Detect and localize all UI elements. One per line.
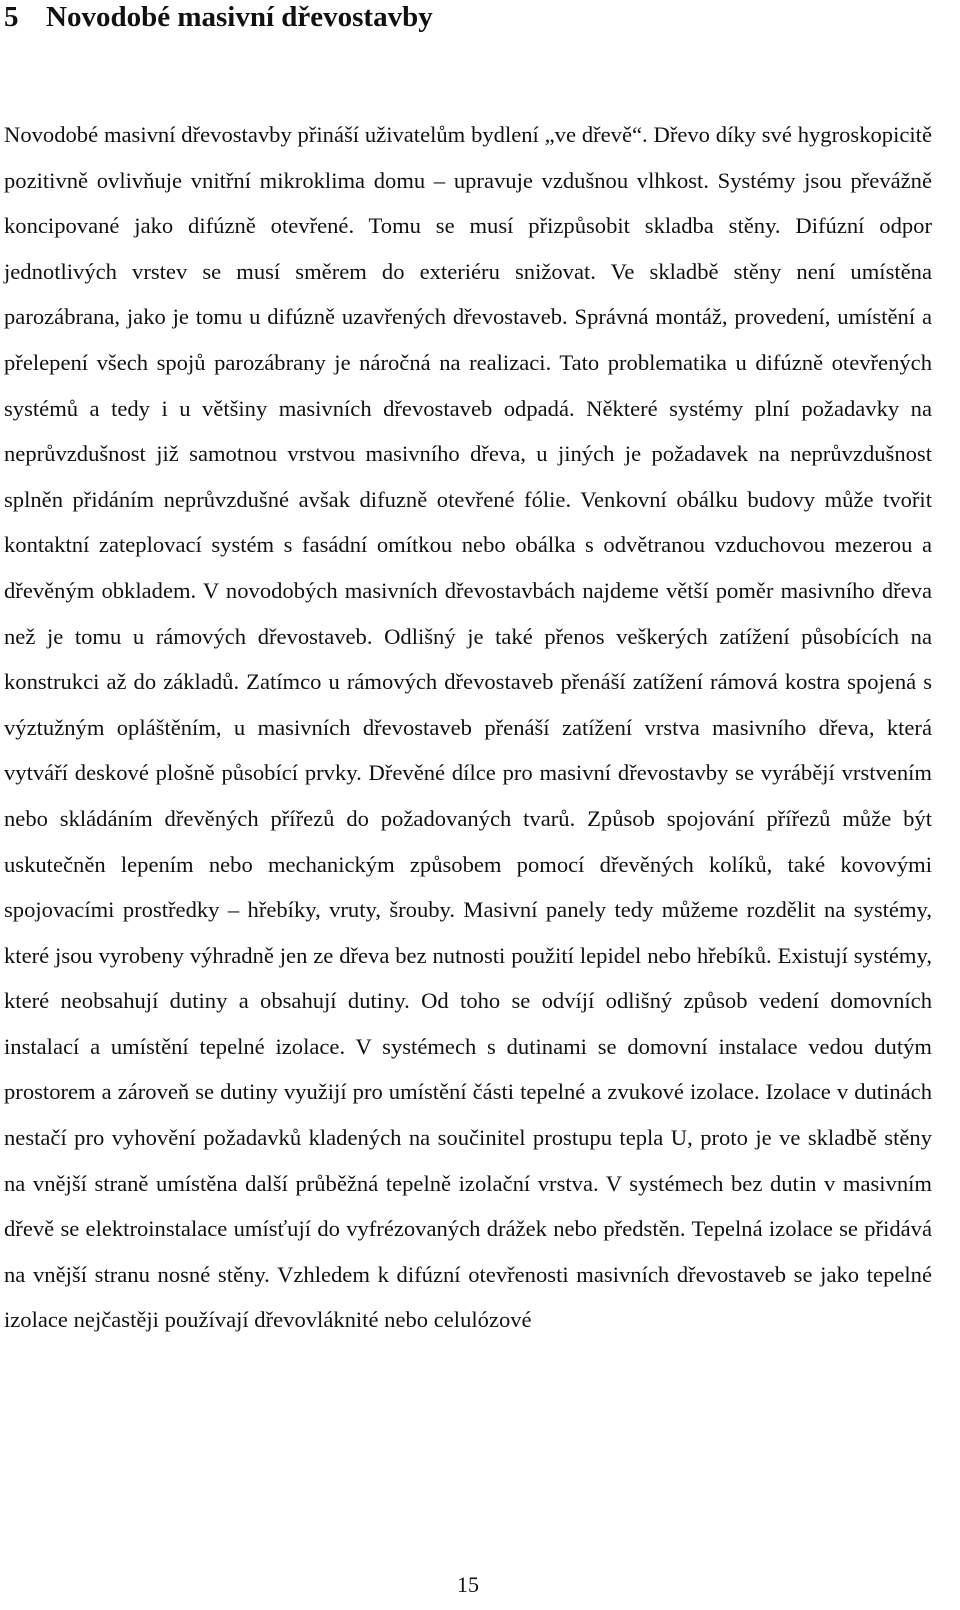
section-title: Novodobé masivní dřevostavby [46, 1, 433, 33]
section-number: 5 [4, 1, 19, 33]
body-paragraph: Novodobé masivní dřevostavby přináší uživatelům bydlení „ve dřevě“. Dřevo díky své hygroskopicitě pozitivně ovlivňuje vnitřní mikroklima domu – upravuje vzdušnou vlhkost. Systémy jsou převážně koncipované jako difúzně otevřené. Tomu se musí přizpůsobit skladba stěny. Difúzní odpor jednotlivých vrstev se musí směrem do exteriéru snižovat. Ve skladbě stěny není umístěna parozábrana, jako je tomu u difúzně uzavřených dřevostaveb. Správná montáž, provedení, umístění a přelepení všech spojů parozábrany je náročná na realizaci. Tato problematika u difúzně otevřených systémů a tedy i u většiny masivních dřevostaveb odpadá. Některé systémy plní požadavky na neprůvzdušnost již samotnou vrstvou masivního dřeva, u jiných je požadavek na neprůvzdušnost splněn přidáním neprůvzdušné avšak difuzně otevřené fólie. Venkovní obálku budovy může tvořit kontaktní zateplovací systém s fasádní omítkou nebo obálka s odvětranou vzduchovou mezerou a dřevěným obkladem. V novodobých masivních dřevostavbách najdeme větší poměr masivního dřeva než je tomu u rámových dřevostaveb. Odlišný je také přenos veškerých zatížení působících na konstrukci až do základů. Zatímco u rámových dřevostaveb přenáší zatížení rámová kostra spojená s výztužným opláštěním, u masivních dřevostaveb přenáší zatížení vrstva masivního dřeva, která vytváří deskové plošně působící prvky. Dřevěné dílce pro masivní dřevostavby se vyrábějí vrstvením nebo skládáním dřevěných přířezů do požadovaných tvarů. Způsob spojování přířezů může být uskutečněn lepením nebo mechanickým způsobem pomocí dřevěných kolíků, také kovovými spojovacími prostředky – hřebíky, vruty, šrouby. Masivní panely tedy můžeme rozdělit na systémy, které jsou vyrobeny výhradně jen ze dřeva bez nutnosti použití lepidel nebo hřebíků. Existují systémy, které neobsahují dutiny a obsahují dutiny. Od toho se odvíjí odlišný způsob vedení domovních instalací a umístění tepelné izolace. V systémech s dutinami se domovní instalace vedou dutým prostorem a zároveň se dutiny využijí pro umístění části tepelné a zvukové izolace. Izolace v dutinách nestačí pro vyhovění požadavků kladených na součinitel prostupu tepla U, proto je ve skladbě stěny na vnější straně umístěna další průběžná tepelně izolační vrstva. V systémech bez dutin v masivním dřevě se elektroinstalace umísťují do vyfrézovaných drážek nebo předstěn. Tepelná izolace se přidává na vnější stranu nosné stěny. Vzhledem k difúzní otevřenosti masivních dřevostaveb se jako tepelné izolace nejčastěji používají dřevovláknité nebo celulózové [4, 122, 932, 1333]
section-heading [4, 0, 433, 34]
page-number: 15 [457, 1572, 479, 1597]
